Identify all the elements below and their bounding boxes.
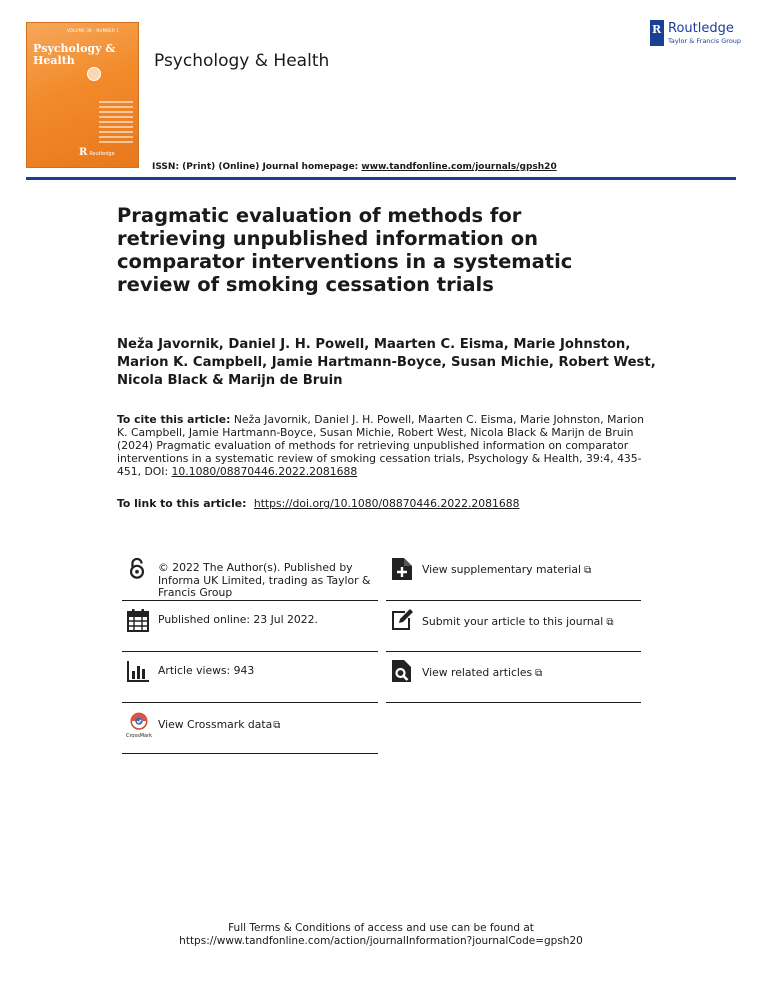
footer-terms: Full Terms & Conditions of access and use can be found at [228,922,534,934]
cover-contents-lines [99,101,133,146]
external-link-icon: ⧉ [273,720,281,731]
crossmark-label-wrap [158,719,280,733]
related-label[interactable]: View related articles [422,666,533,679]
divider [122,753,378,754]
journal-cover-image [26,22,139,168]
divider [122,600,378,601]
citation-doi-link[interactable]: 10.1080/08870446.2022.2081688 [171,465,358,479]
license-text: © 2022 The Author(s). Published by Informa UK Limited, trading as Taylor & Francis Group [158,561,371,599]
divider [386,651,641,652]
external-link-icon: ⧉ [584,565,592,576]
crossmark-icon [126,712,152,734]
cover-badge-icon [87,67,101,81]
article-doi-url[interactable]: https://doi.org/10.1080/08870446.2022.2081688 [253,497,520,510]
divider [386,600,641,601]
issn-prefix: ISSN: (Print) (Online) Journal homepage: [152,162,362,172]
article-link-line [117,497,519,510]
calendar-icon [126,608,150,632]
supplementary-label-wrap [422,564,591,578]
article-title: Pragmatic evaluation of methods for retrieving unpublished information on comparator interventions in a systematic review of smoking cessation trials [117,204,573,296]
journal-name: Psychology & Health [154,51,330,71]
submit-label-wrap [422,616,613,630]
divider [122,651,378,652]
article-authors: Neža Javornik, Daniel J. H. Powell, Maarten C. Eisma, Marie Johnston, Marion K. Campbell, Jamie Hartmann-Boyce, Susan Michie, Robert West, Nicola Black & Marijn de Bruin [117,337,656,388]
citation-label: To cite this article: [117,413,231,426]
external-link-icon: ⧉ [606,617,614,628]
publisher-name: Routledge [668,21,734,36]
divider [386,702,641,703]
edit-pencil-icon [390,608,414,632]
related-label-wrap [422,667,542,681]
external-link-icon: ⧉ [535,668,543,679]
issn-line [152,162,557,172]
divider [122,702,378,703]
footer-terms-url[interactable]: https://www.tandfonline.com/action/journalInformation?journalCode=gpsh20 [179,935,583,947]
add-document-icon [390,557,414,581]
publisher-sub: Taylor & Francis Group [668,37,742,45]
crossmark-caption: CrossMark [126,733,153,739]
article-views: Article views: 943 [158,664,255,677]
journal-homepage-link[interactable]: www.tandfonline.com/journals/gpsh20 [361,162,557,172]
cover-volume: VOLUME 38 · NUMBER 1 [67,28,120,33]
routledge-logo[interactable] [650,20,750,48]
published-date: Published online: 23 Jul 2022. [158,613,318,626]
link-label: To link to this article: [117,497,247,510]
cover-publisher: R Routledge [79,147,115,158]
bar-chart-icon [126,659,150,683]
open-access-icon [126,557,148,581]
routledge-mark-icon [650,20,664,46]
footer [0,922,762,948]
supplementary-label[interactable]: View supplementary material [422,563,582,576]
header-divider [26,177,736,180]
cover-title: Psychology & Health [33,42,116,67]
submit-label[interactable]: Submit your article to this journal [422,615,604,628]
citation-text: Neža Javornik, Daniel J. H. Powell, Maarten C. Eisma, Marie Johnston, Marion K. Campbell, Jamie Hartmann-Boyce, Susan Michie, Robert West, Nicola Black & Marijn de Bruin (2024) Pragmatic evaluation of methods for retrieving unpublished information on comparator interventions in a systematic review of smoking cessation trials, Psychology & Health, 39:4, 435-451, DOI: [117,413,644,479]
search-document-icon [390,659,414,683]
citation-block [117,413,647,478]
crossmark-label[interactable]: View Crossmark data [158,718,273,731]
